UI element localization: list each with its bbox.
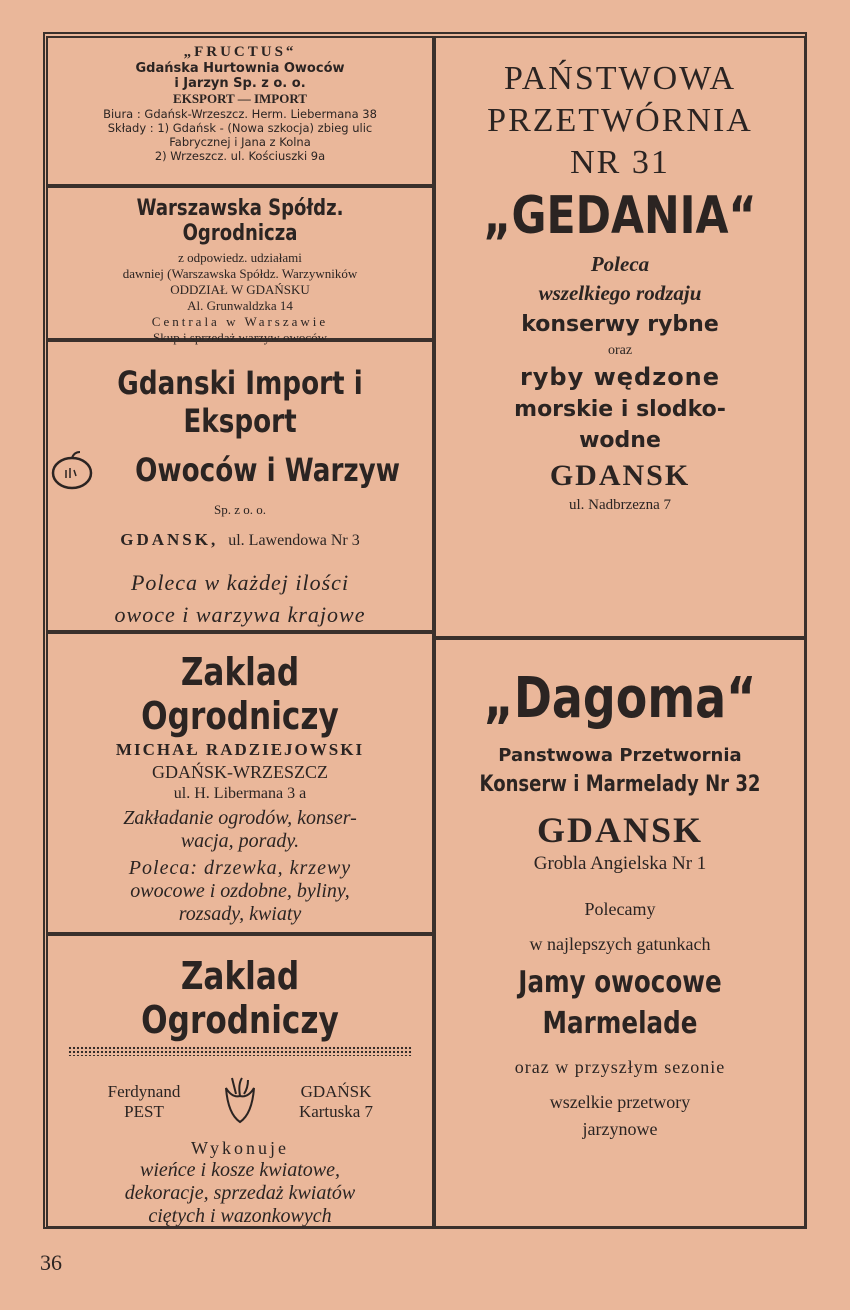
warszawska-line6: Skup i sprzedaż warzyw owoców bbox=[152, 330, 327, 345]
warszawska-line3: ODDZIAŁ W GDAŃSKU bbox=[170, 282, 310, 297]
gdanski-subtitle: Owoców i Warzyw bbox=[135, 451, 401, 489]
dagoma-p3: Jamy owocowe bbox=[518, 965, 722, 1000]
page-number: 36 bbox=[40, 1250, 62, 1275]
ad-gedania bbox=[434, 36, 806, 638]
dagoma-p6: wszelkie przetwory bbox=[549, 1092, 691, 1112]
ad-zaklad-radziejowski bbox=[46, 632, 434, 934]
pest-w3: dekoracje, sprzedaż kwiatów bbox=[124, 1182, 356, 1204]
warszawska-line1: z odpowiedz. udziałami bbox=[178, 250, 302, 265]
gdanski-slogan1: Poleca w każdej ilości bbox=[130, 570, 350, 595]
gdanski-slogan2: owoce i warzywa krajowe bbox=[114, 602, 366, 627]
fructus-line5: Składy : 1) Gdańsk - (Nowa szkocja) zbieg ulic bbox=[107, 121, 373, 135]
radziejowski-owner: MICHAŁ RADZIEJOWSKI bbox=[115, 740, 365, 759]
dagoma-p4: Marmelade bbox=[542, 1006, 698, 1041]
radziejowski-s1: Zakładanie ogrodów, konser- bbox=[123, 807, 357, 829]
ad-dagoma bbox=[434, 638, 806, 1228]
ad-gdanski-import bbox=[46, 340, 434, 632]
gedania-name: „GEDANIA“ bbox=[483, 186, 757, 246]
dagoma-p2: w najlepszych gatunkach bbox=[529, 934, 711, 954]
gedania-p3: konserwy rybne bbox=[521, 312, 719, 337]
radziejowski-address: ul. H. Libermana 3 a bbox=[173, 785, 307, 802]
radziejowski-city: GDAŃSK-WRZESZCZ bbox=[152, 762, 328, 782]
radziejowski-s4: owocowe i ozdobne, byliny, bbox=[130, 880, 350, 902]
decorative-dotted-rule bbox=[68, 1046, 412, 1056]
pest-left1: Ferdynand bbox=[107, 1082, 181, 1101]
fructus-line7: 2) Wrzeszcz. ul. Kościuszki 9a bbox=[154, 149, 326, 163]
dagoma-name: „Dagoma“ bbox=[483, 666, 757, 731]
warszawska-title: Warszawska Spółdz. Ogrodnicza bbox=[136, 196, 344, 246]
fructus-line3: EKSPORT — IMPORT bbox=[173, 91, 307, 106]
gedania-p4: oraz bbox=[607, 343, 633, 358]
pest-right1: GDAŃSK bbox=[300, 1082, 372, 1101]
fructus-title: „FRUCTUS“ bbox=[183, 44, 297, 60]
fructus-line4: Biura : Gdańsk-Wrzeszcz. Herm. Liebermana 38 bbox=[103, 107, 377, 121]
ad-warszawska bbox=[46, 186, 434, 345]
gdanski-title: Gdanski Import i Eksport bbox=[117, 364, 363, 440]
gedania-line2: PRZETWÓRNIA bbox=[487, 102, 753, 139]
gdanski-address: ul. Lawendowa Nr 3 bbox=[228, 532, 360, 549]
pest-title: Zaklad Ogrodniczy bbox=[141, 954, 339, 1042]
dagoma-line2: Konserw i Marmelady Nr 32 bbox=[479, 772, 761, 797]
warszawska-line2: dawniej (Warszawska Spółdz. Warzywników bbox=[122, 266, 358, 281]
gedania-p2: wszelkiego rodzaju bbox=[538, 281, 702, 305]
gedania-line1: PAŃSTWOWA bbox=[503, 60, 737, 97]
gedania-line3: NR 31 bbox=[570, 144, 670, 181]
gedania-p1: Poleca bbox=[590, 252, 650, 276]
gedania-p6: morskie i slodko- bbox=[514, 397, 726, 422]
dagoma-city: GDANSK bbox=[536, 810, 704, 850]
dagoma-line1: Panstwowa Przetwornia bbox=[498, 745, 742, 766]
gedania-p5: ryby wędzone bbox=[519, 363, 721, 391]
dagoma-p7: jarzynowe bbox=[582, 1119, 658, 1139]
pest-w4: ciętych i wazonkowych bbox=[148, 1205, 332, 1227]
pest-w1: Wykonuje bbox=[191, 1138, 289, 1158]
radziejowski-s3: Poleca: drzewka, krzewy bbox=[128, 857, 352, 879]
fructus-line1: Gdańska Hurtownia Owoców bbox=[135, 61, 345, 76]
radziejowski-s2: wacja, porady. bbox=[180, 830, 300, 852]
ad-fructus bbox=[46, 36, 434, 186]
fructus-line2: i Jarzyn Sp. z o. o. bbox=[174, 76, 306, 91]
dagoma-p5: oraz w przyszłym sezonie bbox=[514, 1057, 726, 1077]
radziejowski-title: Zaklad Ogrodniczy bbox=[141, 650, 339, 738]
warszawska-line4: Al. Grunwaldzka 14 bbox=[187, 298, 293, 313]
apple-icon bbox=[50, 450, 94, 490]
tulip-icon bbox=[212, 1074, 268, 1130]
gedania-address: ul. Nadbrzezna 7 bbox=[568, 497, 672, 513]
dagoma-p1: Polecamy bbox=[584, 899, 656, 919]
dagoma-address: Grobla Angielska Nr 1 bbox=[533, 853, 707, 874]
pest-left2: PEST bbox=[124, 1102, 164, 1121]
gdanski-line1: Sp. z o. o. bbox=[214, 502, 266, 517]
gedania-city: GDANSK bbox=[549, 459, 691, 492]
radziejowski-s5: rozsady, kwiaty bbox=[178, 903, 302, 925]
ad-zaklad-pest bbox=[46, 934, 434, 1228]
gedania-p7: wodne bbox=[579, 428, 661, 453]
warszawska-line5: Centrala w Warszawie bbox=[151, 314, 329, 329]
fructus-line6: Fabrycznej i Jana z Kolna bbox=[169, 135, 311, 149]
pest-w2: wieńce i kosze kwiatowe, bbox=[140, 1159, 340, 1181]
pest-right2: Kartuska 7 bbox=[298, 1102, 374, 1121]
gdanski-city: GDANSK, bbox=[120, 530, 219, 549]
